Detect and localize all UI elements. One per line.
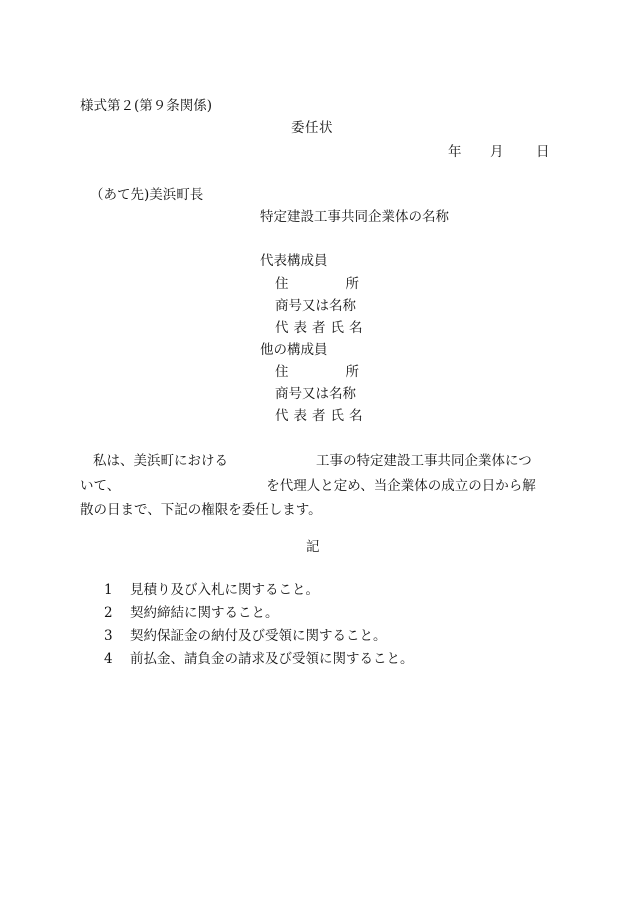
body-paragraph <box>80 449 550 523</box>
item-number: 2 <box>104 605 113 621</box>
form-number: 様式第２(第９条関係) <box>80 98 213 114</box>
item-number: 4 <box>104 651 113 667</box>
body-line-2 <box>80 474 550 499</box>
body-line-3: 散の日まで、下記の権限を委任します。 <box>80 502 322 518</box>
representative-company-label: 商号又は名称 <box>275 298 356 314</box>
address-char-2: 所 <box>345 276 359 292</box>
body-line-2-start: いて、 <box>80 477 121 494</box>
item-number: 1 <box>104 582 113 598</box>
address-char-2: 所 <box>345 364 359 380</box>
address-char-1: 住 <box>275 364 289 380</box>
representative-heading: 代表構成員 <box>260 253 328 269</box>
list-item <box>104 653 414 667</box>
body-line-2-end: を代理人と定め、当企業体の成立の日から解 <box>266 477 536 494</box>
item-text: 契約保証金の納付及び受領に関すること。 <box>130 628 387 644</box>
date-line <box>448 146 550 160</box>
body-line-1-end: 工事の特定建設工事共同企業体につ <box>316 453 532 469</box>
addressee: （あて先)美浜町長 <box>90 187 204 203</box>
body-line-1 <box>80 449 550 474</box>
address-char-1: 住 <box>275 276 289 292</box>
representative-address-label <box>275 278 359 292</box>
item-text: 契約締結に関すること。 <box>130 605 279 621</box>
date-day-label: 日 <box>536 144 550 160</box>
list-item <box>104 630 387 644</box>
other-name-label: 代表者氏名 <box>275 408 368 424</box>
representative-name-label: 代表者氏名 <box>275 320 368 336</box>
list-item <box>104 584 319 598</box>
document-title: 委任状 <box>291 120 333 136</box>
jv-name-label: 特定建設工事共同企業体の名称 <box>260 209 449 225</box>
other-address-label <box>275 366 359 380</box>
body-line-1-start: 私は、美浜町における <box>93 453 228 469</box>
date-year-label: 年 <box>448 144 462 160</box>
ki-heading: 記 <box>306 539 320 555</box>
date-month-label: 月 <box>490 144 504 160</box>
item-number: 3 <box>104 628 113 644</box>
item-text: 見積り及び入札に関すること。 <box>130 582 319 598</box>
other-company-label: 商号又は名称 <box>275 386 356 402</box>
other-member-heading: 他の構成員 <box>260 342 328 358</box>
item-text: 前払金、請負金の請求及び受領に関すること。 <box>130 651 414 667</box>
list-item <box>104 607 279 621</box>
